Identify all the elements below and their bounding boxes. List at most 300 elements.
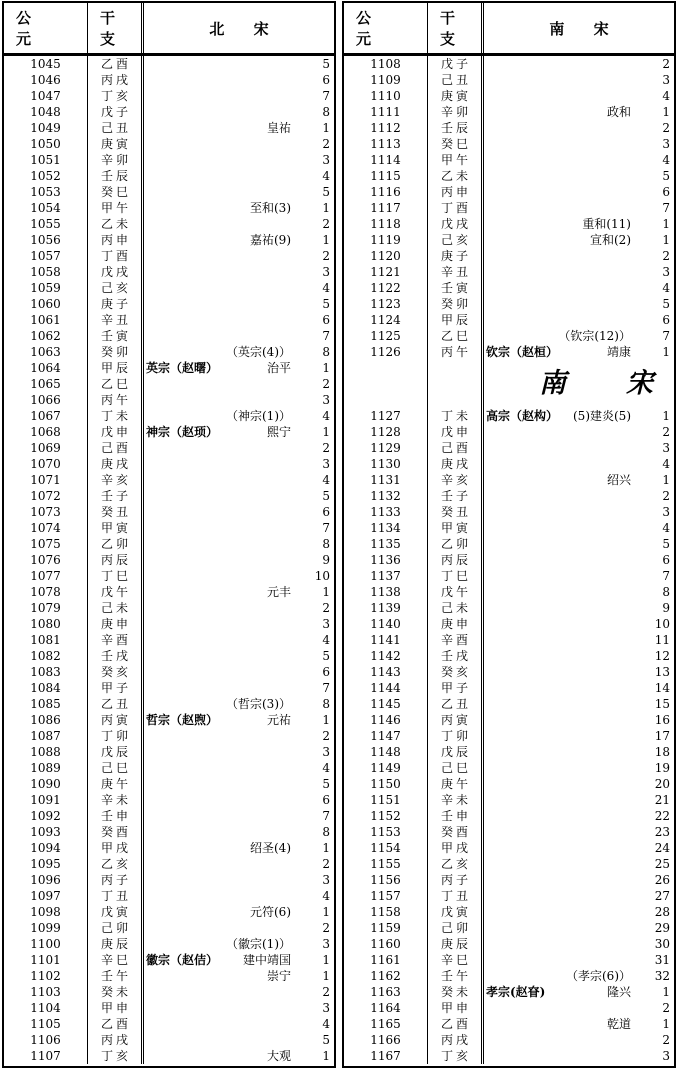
era-year-number: 25 — [654, 857, 670, 871]
era-name: 嘉祐(9) — [250, 233, 291, 247]
era-year-number: 6 — [322, 313, 330, 327]
year-cell: 1135 — [344, 536, 428, 552]
reign-cell — [484, 1016, 674, 1032]
ganzhi-cell: 戊午 — [88, 584, 144, 600]
reign-cell — [484, 408, 674, 424]
year-cell: 1140 — [344, 616, 428, 632]
ganzhi-cell: 庚子 — [428, 248, 484, 264]
spacer — [144, 936, 226, 952]
ganzhi-cell: 乙巳 — [88, 376, 144, 392]
spacer — [144, 184, 300, 200]
table-row — [344, 936, 674, 952]
ganzhi-cell: 乙酉 — [88, 1016, 144, 1032]
era-name: 绍圣(4) — [250, 841, 291, 855]
table-row — [344, 472, 674, 488]
spacer — [144, 408, 226, 424]
reign-cell — [484, 728, 674, 744]
era-name: （哲宗(3)） — [226, 697, 291, 711]
year-cell — [344, 360, 428, 408]
table-row — [4, 568, 334, 584]
year-cell: 1052 — [4, 168, 88, 184]
year-cell: 1152 — [344, 808, 428, 824]
ganzhi-cell: 丁卯 — [428, 728, 484, 744]
spacer — [484, 200, 640, 216]
ganzhi-cell: 丁亥 — [88, 1048, 144, 1064]
era-year-number: 5 — [322, 489, 330, 503]
reign-cell — [484, 296, 674, 312]
ganzhi-cell: 己未 — [428, 600, 484, 616]
ganzhi-cell: 壬辰 — [428, 120, 484, 136]
spacer — [144, 136, 300, 152]
reign-cell — [144, 632, 334, 648]
year-cell: 1126 — [344, 344, 428, 360]
year-cell: 1093 — [4, 824, 88, 840]
year-cell: 1151 — [344, 792, 428, 808]
reign-cell — [144, 200, 334, 216]
spacer — [484, 600, 640, 616]
year-cell: 1075 — [4, 536, 88, 552]
table-row — [344, 760, 674, 776]
spacer — [144, 968, 267, 984]
spacer — [484, 504, 640, 520]
ganzhi-cell: 壬午 — [428, 968, 484, 984]
era-year-number: 4 — [322, 409, 330, 423]
spacer — [484, 584, 640, 600]
era-year-number: 22 — [654, 809, 670, 823]
era-year-number: 1 — [322, 953, 330, 967]
year-cell: 1054 — [4, 200, 88, 216]
ganzhi-cell: 戊戌 — [428, 216, 484, 232]
ganzhi-cell: 甲午 — [428, 152, 484, 168]
spacer — [484, 824, 640, 840]
era-year-number: 24 — [654, 841, 670, 855]
ganzhi-cell: 戊午 — [428, 584, 484, 600]
table-row — [344, 312, 674, 328]
table-row — [344, 296, 674, 312]
year-cell: 1071 — [4, 472, 88, 488]
era-year-number: 10 — [314, 569, 330, 583]
era-year-number: 1 — [322, 233, 330, 247]
year-cell: 1115 — [344, 168, 428, 184]
reign-cell — [144, 184, 334, 200]
year-cell: 1146 — [344, 712, 428, 728]
table-row — [344, 232, 674, 248]
reign-cell — [144, 568, 334, 584]
reign-cell — [484, 248, 674, 264]
spacer — [484, 1016, 607, 1032]
ganzhi-cell: 壬戌 — [428, 648, 484, 664]
table-row — [344, 456, 674, 472]
spacer — [484, 1000, 640, 1016]
era-year-number: 2 — [662, 489, 670, 503]
era-year-number: 3 — [662, 1049, 670, 1063]
era-year-number: 26 — [654, 873, 670, 887]
reign-cell — [144, 104, 334, 120]
table-row — [4, 968, 334, 984]
ganzhi-cell: 癸巳 — [88, 184, 144, 200]
year-cell: 1062 — [4, 328, 88, 344]
era-year-number: 6 — [662, 185, 670, 199]
ganzhi-cell: 乙卯 — [428, 536, 484, 552]
spacer — [144, 744, 300, 760]
spacer — [484, 232, 590, 248]
table-row — [4, 952, 334, 968]
ganzhi-cell: 甲辰 — [88, 360, 144, 376]
table-row — [4, 312, 334, 328]
ganzhi-cell: 壬寅 — [428, 280, 484, 296]
spacer — [484, 328, 558, 344]
reign-cell — [144, 408, 334, 424]
spacer — [484, 920, 640, 936]
spacer — [144, 728, 300, 744]
ganzhi-cell: 癸卯 — [88, 344, 144, 360]
era-year-number: 3 — [662, 441, 670, 455]
ganzhi-cell: 壬子 — [428, 488, 484, 504]
reign-cell — [144, 1032, 334, 1048]
reign-cell — [144, 296, 334, 312]
reign-cell — [144, 328, 334, 344]
ganzhi-cell: 乙卯 — [88, 536, 144, 552]
spacer — [558, 408, 573, 424]
era-year-number: 18 — [654, 745, 670, 759]
era-year-number: 31 — [654, 953, 670, 967]
year-cell: 1088 — [4, 744, 88, 760]
spacer — [144, 776, 300, 792]
spacer — [218, 952, 243, 968]
era-name: 元符(6) — [250, 905, 291, 919]
spacer — [144, 56, 300, 72]
spacer — [144, 152, 300, 168]
year-cell: 1166 — [344, 1032, 428, 1048]
era-year-number: 1 — [322, 1049, 330, 1063]
era-year-number: 4 — [322, 1017, 330, 1031]
spacer — [484, 296, 640, 312]
spacer — [144, 456, 300, 472]
era-year-number: 1 — [322, 905, 330, 919]
reign-cell — [144, 872, 334, 888]
era-year-number: 6 — [322, 505, 330, 519]
year-cell: 1049 — [4, 120, 88, 136]
spacer — [144, 1032, 300, 1048]
ganzhi-cell: 庚午 — [88, 776, 144, 792]
spacer — [144, 168, 300, 184]
year-cell: 1123 — [344, 296, 428, 312]
spacer — [144, 280, 300, 296]
era-year-number: 4 — [662, 457, 670, 471]
era-name: 政和 — [606, 105, 631, 119]
reign-cell — [144, 680, 334, 696]
table-row — [4, 408, 334, 424]
year-cell: 1129 — [344, 440, 428, 456]
spacer — [144, 760, 300, 776]
spacer — [484, 1048, 640, 1064]
era-name: 宣和(2) — [590, 233, 631, 247]
ganzhi-cell: 己亥 — [88, 280, 144, 296]
reign-cell — [144, 1048, 334, 1064]
table-row — [344, 680, 674, 696]
header-ganzhi: 干 支 — [428, 3, 484, 53]
reign-cell — [484, 696, 674, 712]
era-name: 重和(11) — [582, 217, 631, 231]
era-name: 元祐 — [266, 713, 291, 727]
era-year-number: 2 — [322, 377, 330, 391]
year-cell: 1134 — [344, 520, 428, 536]
ganzhi-cell: 庚辰 — [428, 936, 484, 952]
year-cell: 1058 — [4, 264, 88, 280]
era-year-number: 32 — [654, 969, 670, 983]
spacer — [144, 88, 300, 104]
spacer — [484, 776, 640, 792]
reign-cell — [484, 152, 674, 168]
era-year-number: 5 — [322, 649, 330, 663]
ganzhi-cell: 甲午 — [88, 200, 144, 216]
reign-cell — [144, 600, 334, 616]
spacer — [484, 488, 640, 504]
divider-cell — [484, 360, 674, 408]
ganzhi-cell: 癸酉 — [428, 824, 484, 840]
year-cell: 1167 — [344, 1048, 428, 1064]
year-cell: 1092 — [4, 808, 88, 824]
table-body — [344, 56, 674, 1066]
spacer — [484, 872, 640, 888]
era-year-number: 3 — [322, 153, 330, 167]
era-year-number: 1 — [322, 201, 330, 215]
table-row — [4, 840, 334, 856]
ganzhi-cell: 乙亥 — [88, 856, 144, 872]
year-cell: 1090 — [4, 776, 88, 792]
era-name: 皇祐 — [266, 121, 291, 135]
spacer — [484, 968, 566, 984]
era-year-number: 15 — [654, 697, 670, 711]
spacer — [218, 360, 267, 376]
reign-cell — [144, 488, 334, 504]
header-dynasty-south: 南 宋 — [549, 19, 621, 38]
table-row — [4, 472, 334, 488]
year-cell: 1105 — [4, 1016, 88, 1032]
spacer — [144, 792, 300, 808]
spacer — [144, 632, 300, 648]
reign-cell — [144, 264, 334, 280]
era-year-number: 1 — [322, 969, 330, 983]
table-row — [4, 728, 334, 744]
ganzhi-cell: 乙酉 — [428, 1016, 484, 1032]
reign-cell — [484, 1032, 674, 1048]
ganzhi-cell: 壬辰 — [88, 168, 144, 184]
year-cell: 1095 — [4, 856, 88, 872]
table-row — [4, 808, 334, 824]
reign-cell — [484, 312, 674, 328]
header-ganzhi: 干 支 — [88, 3, 144, 53]
ganzhi-cell: 丙寅 — [428, 712, 484, 728]
spacer — [144, 232, 250, 248]
reign-cell — [484, 952, 674, 968]
table-row — [4, 616, 334, 632]
spacer — [484, 1032, 640, 1048]
table-row — [344, 152, 674, 168]
year-cell: 1097 — [4, 888, 88, 904]
reign-cell — [484, 216, 674, 232]
year-cell: 1122 — [344, 280, 428, 296]
ganzhi-cell: 甲申 — [88, 1000, 144, 1016]
emperor-name: 神宗（赵顼） — [146, 425, 219, 439]
table-row — [4, 1000, 334, 1016]
table-row — [344, 648, 674, 664]
reign-cell — [144, 392, 334, 408]
ganzhi-cell: 壬午 — [88, 968, 144, 984]
ganzhi-cell: 丙申 — [88, 232, 144, 248]
ganzhi-cell: 辛卯 — [88, 152, 144, 168]
year-cell: 1139 — [344, 600, 428, 616]
spacer — [144, 888, 300, 904]
year-cell: 1118 — [344, 216, 428, 232]
year-cell: 1112 — [344, 120, 428, 136]
reign-cell — [484, 264, 674, 280]
era-year-number: 2 — [322, 985, 330, 999]
era-year-number: 8 — [662, 585, 670, 599]
year-cell: 1050 — [4, 136, 88, 152]
reign-cell — [484, 584, 674, 600]
ganzhi-cell: 庚申 — [88, 616, 144, 632]
era-year-number: 3 — [322, 457, 330, 471]
table-row — [344, 520, 674, 536]
reign-cell — [484, 328, 674, 344]
year-cell: 1084 — [4, 680, 88, 696]
ganzhi-cell: 己巳 — [88, 760, 144, 776]
ganzhi-cell: 壬戌 — [88, 648, 144, 664]
ganzhi-cell: 庚午 — [428, 776, 484, 792]
reign-cell — [144, 376, 334, 392]
ganzhi-cell: 癸丑 — [88, 504, 144, 520]
year-cell: 1114 — [344, 152, 428, 168]
reign-cell — [484, 200, 674, 216]
spacer — [484, 664, 640, 680]
spacer — [484, 936, 640, 952]
reign-cell — [144, 360, 334, 376]
year-cell: 1089 — [4, 760, 88, 776]
year-cell: 1150 — [344, 776, 428, 792]
reign-cell — [144, 904, 334, 920]
emperor-name: 孝宗(赵眘) — [486, 985, 546, 999]
reign-cell — [144, 808, 334, 824]
ganzhi-cell: 丙子 — [88, 872, 144, 888]
spacer — [484, 840, 640, 856]
era-year-number: 2 — [662, 1001, 670, 1015]
table-body — [4, 56, 334, 1066]
table-row — [4, 152, 334, 168]
reign-cell — [144, 984, 334, 1000]
header-gongyuan: 公 元 — [344, 3, 428, 53]
ganzhi-cell: 己卯 — [88, 920, 144, 936]
year-cell: 1156 — [344, 872, 428, 888]
year-cell: 1149 — [344, 760, 428, 776]
ganzhi-cell: 丁卯 — [88, 728, 144, 744]
table-row — [344, 920, 674, 936]
year-cell: 1078 — [4, 584, 88, 600]
spacer — [144, 120, 267, 136]
year-cell: 1142 — [344, 648, 428, 664]
spacer — [144, 648, 300, 664]
ganzhi-cell: 辛亥 — [428, 472, 484, 488]
reign-cell — [484, 520, 674, 536]
era-year-number: 1 — [322, 121, 330, 135]
table-row — [344, 104, 674, 120]
table-row — [344, 216, 674, 232]
spacer — [144, 248, 300, 264]
year-cell: 1069 — [4, 440, 88, 456]
table-row — [4, 936, 334, 952]
reign-cell — [144, 312, 334, 328]
reign-cell — [484, 600, 674, 616]
table-row — [344, 792, 674, 808]
reign-cell — [484, 936, 674, 952]
spacer — [484, 552, 640, 568]
era-year-number: 8 — [322, 537, 330, 551]
era-year-number: 3 — [662, 73, 670, 87]
reign-cell — [484, 1048, 674, 1064]
year-cell: 1070 — [4, 456, 88, 472]
table-row — [4, 824, 334, 840]
table-row — [4, 504, 334, 520]
era-year-number: 7 — [322, 329, 330, 343]
year-cell: 1067 — [4, 408, 88, 424]
spacer — [144, 264, 300, 280]
year-cell: 1165 — [344, 1016, 428, 1032]
era-year-number: 3 — [662, 137, 670, 151]
table-row — [4, 664, 334, 680]
era-year-number: 7 — [322, 681, 330, 695]
table-row — [344, 712, 674, 728]
ganzhi-cell: 癸未 — [88, 984, 144, 1000]
year-cell: 1163 — [344, 984, 428, 1000]
ganzhi-cell: 辛丑 — [88, 312, 144, 328]
table-row — [344, 632, 674, 648]
era-year-number: 8 — [322, 105, 330, 119]
reign-cell — [484, 984, 674, 1000]
table-row — [344, 120, 674, 136]
spacer — [484, 136, 640, 152]
ganzhi-cell: 丙申 — [428, 184, 484, 200]
ganzhi-cell: 庚寅 — [428, 88, 484, 104]
ganzhi-cell: 己未 — [88, 600, 144, 616]
reign-cell — [144, 344, 334, 360]
table-row — [4, 680, 334, 696]
spacer — [484, 712, 640, 728]
reign-cell — [144, 136, 334, 152]
year-cell: 1053 — [4, 184, 88, 200]
ganzhi-cell: 戊戌 — [88, 264, 144, 280]
year-cell: 1121 — [344, 264, 428, 280]
table-row — [4, 744, 334, 760]
year-cell: 1141 — [344, 632, 428, 648]
era-year-number: 14 — [654, 681, 670, 695]
spacer — [484, 56, 640, 72]
table-row — [4, 776, 334, 792]
year-cell: 1162 — [344, 968, 428, 984]
era-year-number: 2 — [662, 425, 670, 439]
table-row — [344, 88, 674, 104]
ganzhi-cell: 癸亥 — [428, 664, 484, 680]
era-name: （徽宗(1)） — [226, 937, 291, 951]
reign-cell — [484, 424, 674, 440]
reign-cell — [484, 72, 674, 88]
spacer — [484, 792, 640, 808]
year-cell: 1124 — [344, 312, 428, 328]
era-year-number: 19 — [654, 761, 670, 775]
spacer — [484, 312, 640, 328]
table-row — [344, 1032, 674, 1048]
table-row — [4, 392, 334, 408]
ganzhi-cell: 壬申 — [428, 808, 484, 824]
